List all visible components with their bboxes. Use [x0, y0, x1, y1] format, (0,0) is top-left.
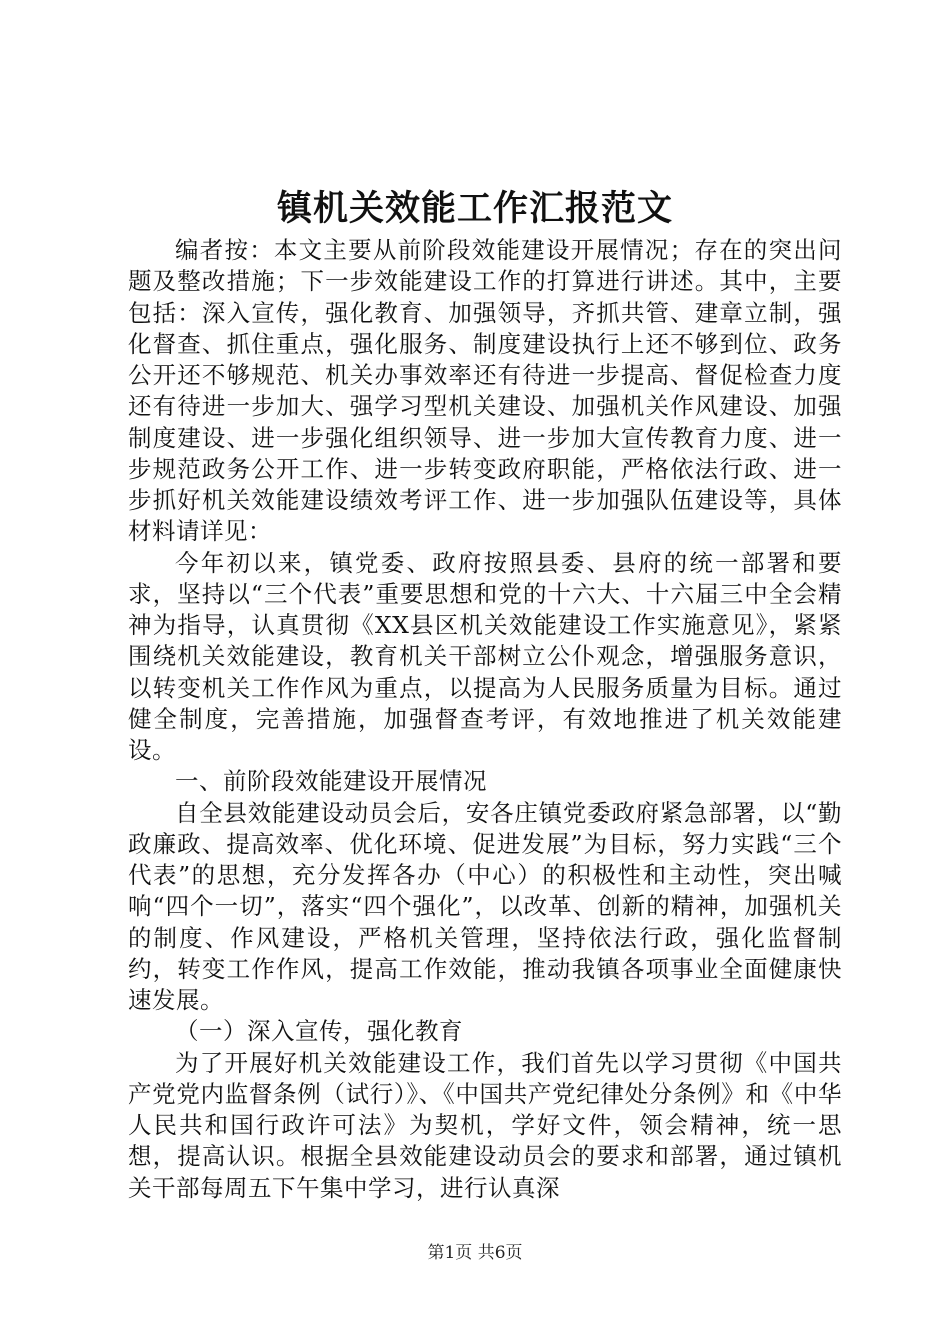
section-heading: 一、前阶段效能建设开展情况 [175, 767, 487, 796]
editor-note-paragraph: 编者按：本文主要从前阶段效能建设开展情况；存在的突出问题及整改措施；下一步效能建设工作的打算进行讲述。其中，主要包括：深入宣传，强化教育、加强领导，齐抓共管、建章立制，强化督查、抓住重点，强化服务、制度建设执行上还不够到位、政务公开还不够规范、机关办事效率还有待进一步提高、督促检查力度还有待进一步加大、强学习型机关建设、加强机关作风建设、加强制度建设、进一步强化组织领导、进一步加大宣传教育力度、进一步规范政务公开工作、进一步转变政府职能，严格依法行政、进一步抓好机关效能建设绩效考评工作、进一步加强队伍建设等，具体材料请详见： [128, 236, 842, 546]
page-number-footer: 第1页 共6页 [427, 1243, 523, 1263]
document-title: 镇机关效能工作汇报范文 [276, 188, 673, 229]
body-paragraph: 自全县效能建设动员会后，安各庄镇党委政府紧急部署，以“勤政廉政、提高效率、优化环境、促进发展”为目标，努力实践“三个代表”的思想，充分发挥各办（中心）的积极性和主动性，突出喊响“四个一切”，落实“四个强化”，以改革、创新的精神，加强机关的制度、作风建设，严格机关管理，坚持依法行政，强化监督制约，转变工作作风，提高工作效能，推动我镇各项事业全面健康快速发展。 [128, 798, 842, 1014]
subsection-heading: （一）深入宣传，强化教育 [175, 1017, 463, 1046]
intro-paragraph: 今年初以来，镇党委、政府按照县委、县府的统一部署和要求，坚持以“三个代表”重要思想和党的十六大、十六届三中全会精神为指导，认真贯彻《XX县区机关效能建设工作实施意见》，紧紧围绕机关效能建设，教育机关干部树立公仆观念，增强服务意识，以转变机关工作作风为重点，以提高为人民服务质量为目标。通过健全制度，完善措施，加强督查考评，有效地推进了机关效能建设。 [128, 548, 842, 764]
body-paragraph: 为了开展好机关效能建设工作，我们首先以学习贯彻《中国共产党党内监督条例（试行）》、《中国共产党纪律处分条例》和《中华人民共和国行政许可法》为契机，学好文件，领会精神，统一思想，提高认识。根据全县效能建设动员会的要求和部署，通过镇机关干部每周五下午集中学习，进行认真深 [128, 1048, 842, 1202]
document-body [128, 235, 842, 1204]
